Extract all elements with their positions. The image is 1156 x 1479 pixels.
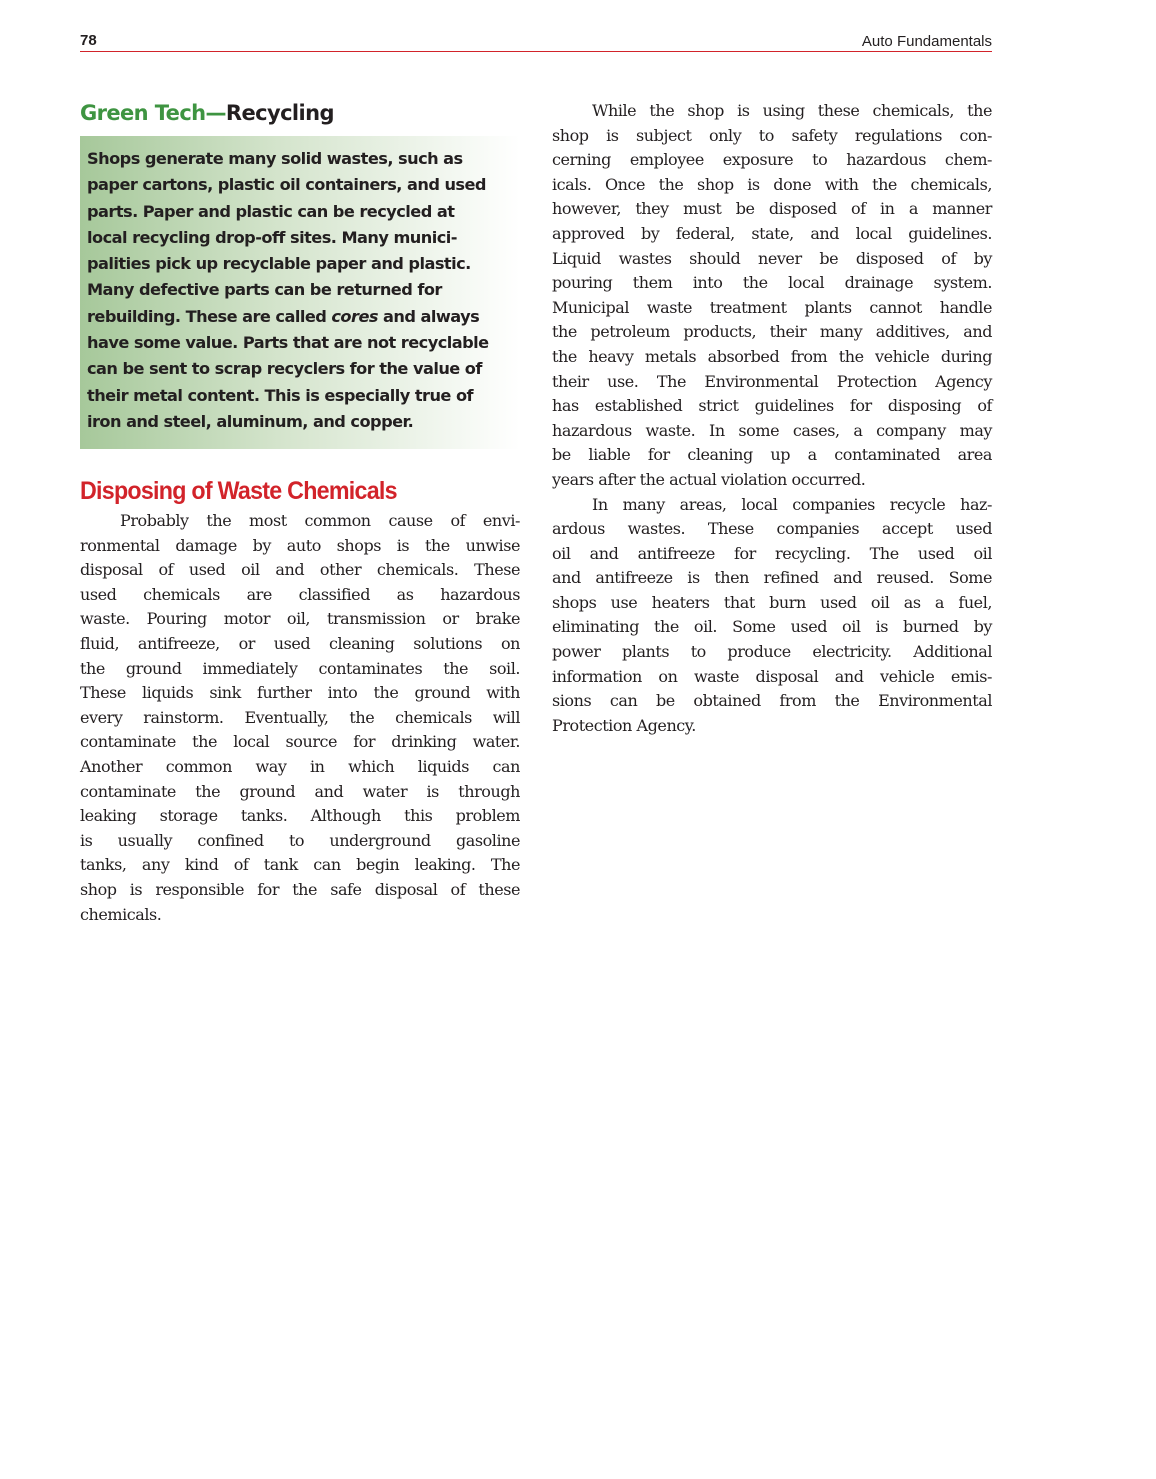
text-line: the heavy metals absorbed from the vehicle during <box>552 346 992 366</box>
text-line: contaminate the ground and water is through <box>80 781 520 801</box>
text-line: hazardous waste. In some cases, a company may <box>552 420 992 440</box>
sidebar-line: parts. Paper and plastic can be recycled at <box>87 201 455 221</box>
text-line: the ground immediately contaminates the soil. <box>80 658 520 678</box>
sidebar-text <box>87 146 520 435</box>
sidebar-line: iron and steel, aluminum, and copper. <box>87 411 414 431</box>
sidebar-title <box>80 96 520 136</box>
green-tech-sidebar <box>80 136 520 449</box>
text-line: cerning employee exposure to hazardous chem- <box>552 150 992 170</box>
text-line: and antifreeze is then refined and reused. Some <box>552 568 992 588</box>
text-line: These liquids sink further into the ground with <box>80 683 520 703</box>
text-line: their use. The Environmental Protection Agency <box>552 371 992 391</box>
running-title: Auto Fundamentals <box>861 33 992 50</box>
sidebar-title-main: Recycling <box>225 101 334 125</box>
text-line: shop is subject only to safety regulations con- <box>552 125 992 145</box>
text-line: disposal of used oil and other chemicals. These <box>80 560 520 580</box>
text-line: shops use heaters that burn used oil as a fuel, <box>552 592 992 612</box>
sidebar-line: Many defective parts can be returned for <box>87 280 442 300</box>
text-line: Municipal waste treatment plants cannot handle <box>552 297 992 317</box>
sidebar-line: local recycling drop-off sites. Many munici- <box>87 227 457 247</box>
text-line: years after the actual violation occurred. <box>552 469 866 489</box>
sidebar-line: palities pick up recyclable paper and plastic. <box>87 254 471 274</box>
text-line: contaminate the local source for drinking water. <box>80 732 520 752</box>
cores-term: cores <box>331 306 378 326</box>
sidebar-line: their metal content. This is especially true of <box>87 385 474 405</box>
text-line: however, they must be disposed of in a manner <box>552 199 992 219</box>
sidebar-line: can be sent to scrap recyclers for the value of <box>87 359 482 379</box>
text-line: leaking storage tanks. Although this problem <box>80 806 520 826</box>
text-line: Another common way in which liquids can <box>80 756 520 776</box>
text-line: is usually confined to underground gasoline <box>80 830 520 850</box>
text-line: ardous wastes. These companies accept used <box>552 519 992 539</box>
paragraph-3 <box>552 493 992 739</box>
text-line: waste. Pouring motor oil, transmission or brake <box>80 609 520 629</box>
text-line: Protection Agency. <box>552 715 696 735</box>
paragraph-2 <box>552 99 992 493</box>
text-line: ronmental damage by auto shops is the unwise <box>80 535 520 555</box>
sidebar-title-prefix: Green Tech— <box>80 101 226 125</box>
page-number: 78 <box>80 32 97 49</box>
sidebar-line-text: and always <box>377 306 480 326</box>
text-line: oil and antifreeze for recycling. The used oil <box>552 543 992 563</box>
sidebar-line <box>87 307 479 326</box>
text-line: While the shop is using these chemicals, the <box>592 101 992 120</box>
right-column <box>552 99 992 738</box>
text-line: every rainstorm. Eventually, the chemicals will <box>80 707 520 727</box>
left-column <box>80 96 520 927</box>
sidebar-line: paper cartons, plastic oil containers, and used <box>87 175 486 195</box>
text-line: sions can be obtained from the Environmental <box>552 691 992 711</box>
text-line: has established strict guidelines for disposing of <box>552 396 992 416</box>
text-line: icals. Once the shop is done with the chemicals, <box>552 174 992 194</box>
sidebar-line: Shops generate many solid wastes, such as <box>87 149 463 168</box>
text-line: be liable for cleaning up a contaminated area <box>552 445 992 465</box>
text-line: fluid, antifreeze, or used cleaning solutions on <box>80 633 520 653</box>
text-line: tanks, any kind of tank can begin leaking. The <box>80 855 520 875</box>
text-line: the petroleum products, their many additives, and <box>552 322 992 342</box>
text-line: power plants to produce electricity. Additional <box>552 642 992 662</box>
text-line: In many areas, local companies recycle haz- <box>592 494 992 514</box>
text-line: pouring them into the local drainage system. <box>552 273 992 293</box>
text-line: eliminating the oil. Some used oil is burned by <box>552 617 992 637</box>
text-line: used chemicals are classified as hazardous <box>80 584 520 604</box>
sidebar-line-text: rebuilding. These are called <box>87 306 332 326</box>
section-heading: Disposing of Waste Chemicals <box>80 477 397 505</box>
sidebar-line: have some value. Parts that are not recyclable <box>87 333 489 353</box>
text-line: Liquid wastes should never be disposed of by <box>552 248 992 268</box>
text-line: shop is responsible for the safe disposal of these <box>80 879 520 899</box>
text-line: approved by federal, state, and local guidelines. <box>552 223 992 243</box>
text-line: information on waste disposal and vehicle emis- <box>552 666 992 686</box>
text-line: chemicals. <box>80 904 162 924</box>
paragraph-1 <box>80 509 520 927</box>
text-line: Probably the most common cause of envi- <box>120 511 520 530</box>
page-header <box>80 31 992 52</box>
